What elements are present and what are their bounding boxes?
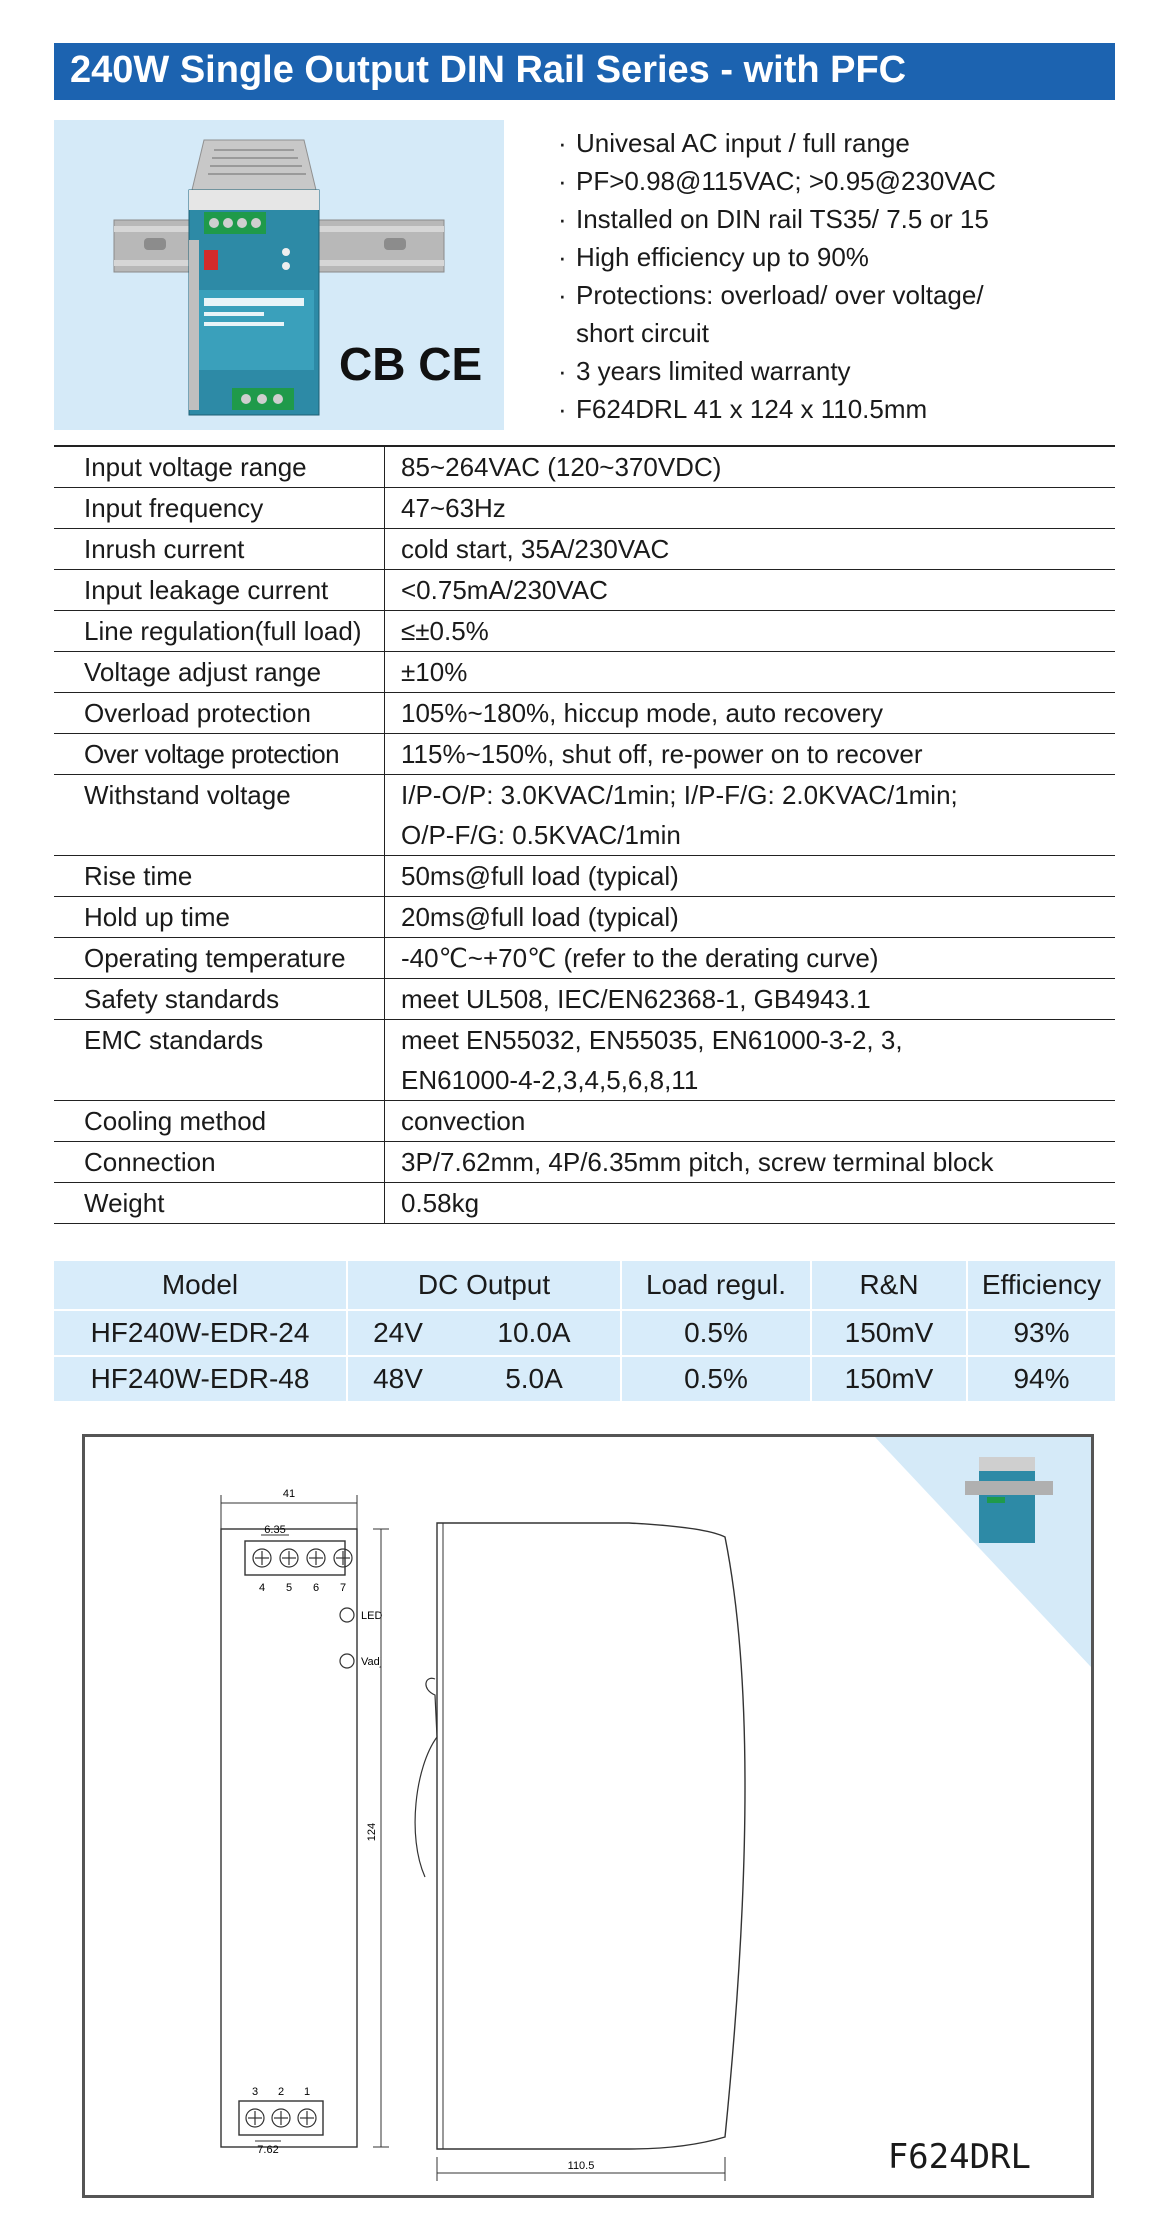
feature-list [558, 124, 1118, 428]
terminal-number: 3 [251, 2086, 259, 2098]
table-row [54, 1183, 1115, 1224]
table-row [54, 734, 1115, 775]
height-dimension: 124 [366, 1822, 378, 1842]
table-row [54, 570, 1115, 611]
table-row [54, 938, 1115, 979]
spec-value: convection [385, 1101, 1116, 1142]
table-row [54, 1142, 1115, 1183]
led-label: LED [361, 1610, 383, 1622]
spec-label: EMC standards [54, 1020, 385, 1101]
feature-item: · PF>0.98@115VAC; >0.95@230VAC [558, 166, 996, 196]
led-indicator-icon [340, 1608, 354, 1622]
spec-value: -40℃~+70℃ (refer to the derating curve) [385, 938, 1116, 979]
model-name: HF240W-EDR-24 [90, 1317, 310, 1348]
feature-item: · High efficiency up to 90% [558, 242, 869, 272]
spec-label: Input voltage range [54, 446, 385, 488]
model-name: HF240W-EDR-48 [90, 1363, 310, 1394]
spec-label: Overload protection [54, 693, 385, 734]
spec-label: Hold up time [54, 897, 385, 938]
mechanical-drawing [82, 1434, 1094, 2198]
feature-item: · F624DRL 41 x 124 x 110.5mm [558, 394, 928, 424]
spec-label: Weight [54, 1183, 385, 1224]
spec-value: 50ms@full load (typical) [385, 856, 1116, 897]
spec-value: 3P/7.62mm, 4P/6.35mm pitch, screw terminal block [385, 1142, 1116, 1183]
table-row [54, 979, 1115, 1020]
terminal-number: 2 [277, 2086, 285, 2098]
feature-text: High efficiency up to 90% [576, 242, 869, 272]
feature-item: · Protections: overload/ over voltage/ [558, 280, 984, 310]
product-photo [54, 120, 504, 430]
table-row [54, 897, 1115, 938]
feature-text: F624DRL 41 x 124 x 110.5mm [576, 394, 928, 424]
spec-value: 115%~150%, shut off, re-power on to recover [385, 734, 1116, 775]
spec-value: <0.75mA/230VAC [385, 570, 1116, 611]
spec-value: ±10% [385, 652, 1116, 693]
efficiency-value: 94% [1013, 1363, 1070, 1394]
spec-label: Inrush current [54, 529, 385, 570]
rn-value: 150mV [844, 1317, 934, 1348]
table-row [54, 1020, 1115, 1101]
output-current: 10.0A [497, 1317, 571, 1348]
load-regul-value: 0.5% [684, 1363, 748, 1394]
spec-label: Connection [54, 1142, 385, 1183]
feature-text: 3 years limited warranty [576, 356, 851, 386]
terminal-number: 6 [312, 1582, 320, 1594]
table-row [54, 652, 1115, 693]
spec-value-line: meet EN55032, EN55035, EN61000-3-2, 3, [401, 1025, 903, 1055]
terminal-number: 1 [303, 2086, 311, 2098]
spec-label: Safety standards [54, 979, 385, 1020]
feature-item: · Univesal AC input / full range [558, 128, 910, 158]
spec-label: Input frequency [54, 488, 385, 529]
feature-text: short circuit [576, 318, 709, 348]
load-regul-header: Load regul. [645, 1269, 787, 1300]
terminal-number: 4 [258, 1582, 266, 1594]
spec-value: ≤±0.5% [385, 611, 1116, 652]
feature-text: Univesal AC input / full range [576, 128, 910, 158]
pitch-dimension-top: 6.35 [264, 1524, 286, 1536]
spec-label: Operating temperature [54, 938, 385, 979]
terminal-number: 7 [339, 1582, 347, 1594]
spec-value-line: I/P-O/P: 3.0KVAC/1min; I/P-F/G: 2.0KVAC/1min; [401, 780, 958, 810]
spec-value: 47~63Hz [385, 488, 1116, 529]
spec-label: Line regulation(full load) [54, 611, 385, 652]
table-row [54, 611, 1115, 652]
feature-item: · Installed on DIN rail TS35/ 7.5 or 15 [558, 204, 989, 234]
spec-label: Withstand voltage [54, 775, 385, 856]
spec-label: Input leakage current [54, 570, 385, 611]
terminal-number: 5 [285, 1582, 293, 1594]
output-voltage: 24V [373, 1317, 423, 1348]
vadj-label: Vadj [361, 1656, 383, 1668]
rn-value: 150mV [844, 1363, 934, 1394]
certification-marks: CB CE [339, 338, 483, 390]
title-bar [54, 43, 1115, 100]
model-table [54, 1261, 1115, 1401]
spec-value: meet UL508, IEC/EN62368-1, GB4943.1 [385, 979, 1116, 1020]
depth-dimension: 110.5 [567, 2160, 595, 2172]
page-title: 240W Single Output DIN Rail Series - with PFC [70, 49, 907, 91]
vadj-potentiometer-icon [340, 1654, 354, 1668]
spec-label: Rise time [54, 856, 385, 897]
table-row [54, 529, 1115, 570]
load-regul-value: 0.5% [684, 1317, 748, 1348]
efficiency-value: 93% [1013, 1317, 1070, 1348]
efficiency-header: Efficiency [981, 1269, 1102, 1300]
table-row [54, 775, 1115, 856]
table-row [54, 693, 1115, 734]
dc-output-header: DC Output [417, 1269, 551, 1300]
pitch-dimension-bottom: 7.62 [257, 2144, 279, 2156]
spec-table [54, 445, 1115, 1224]
spec-label: Cooling method [54, 1101, 385, 1142]
spec-value: 85~264VAC (120~370VDC) [385, 446, 1116, 488]
feature-text: Installed on DIN rail TS35/ 7.5 or 15 [576, 204, 989, 234]
output-voltage: 48V [373, 1363, 423, 1394]
dimension-drawing [85, 1437, 1091, 2195]
feature-item: · 3 years limited warranty [558, 356, 851, 386]
spec-label: Voltage adjust range [54, 652, 385, 693]
spec-value: 105%~180%, hiccup mode, auto recovery [385, 693, 1116, 734]
rn-header: R&N [859, 1269, 919, 1300]
width-dimension: 41 [282, 1488, 296, 1500]
spec-label: Over voltage protection [54, 734, 385, 775]
spec-value: 0.58kg [385, 1183, 1116, 1224]
feature-text: PF>0.98@115VAC; >0.95@230VAC [576, 166, 996, 196]
model-header: Model [161, 1269, 239, 1300]
spec-value: 20ms@full load (typical) [385, 897, 1116, 938]
spec-value [385, 775, 1116, 856]
output-current: 5.0A [505, 1363, 563, 1394]
product-image [54, 120, 504, 430]
feature-item-continued [558, 314, 1118, 352]
spec-value: cold start, 35A/230VAC [385, 529, 1116, 570]
table-row [54, 446, 1115, 488]
spec-value-line: O/P-F/G: 0.5KVAC/1min [401, 820, 681, 850]
table-row [54, 1101, 1115, 1142]
feature-text: Protections: overload/ over voltage/ [576, 280, 984, 310]
table-row [54, 488, 1115, 529]
spec-value [385, 1020, 1116, 1101]
table-row [54, 856, 1115, 897]
spec-value-line: EN61000-4-2,3,4,5,6,8,11 [401, 1065, 699, 1095]
case-code: F624DRL [887, 2137, 1031, 2177]
